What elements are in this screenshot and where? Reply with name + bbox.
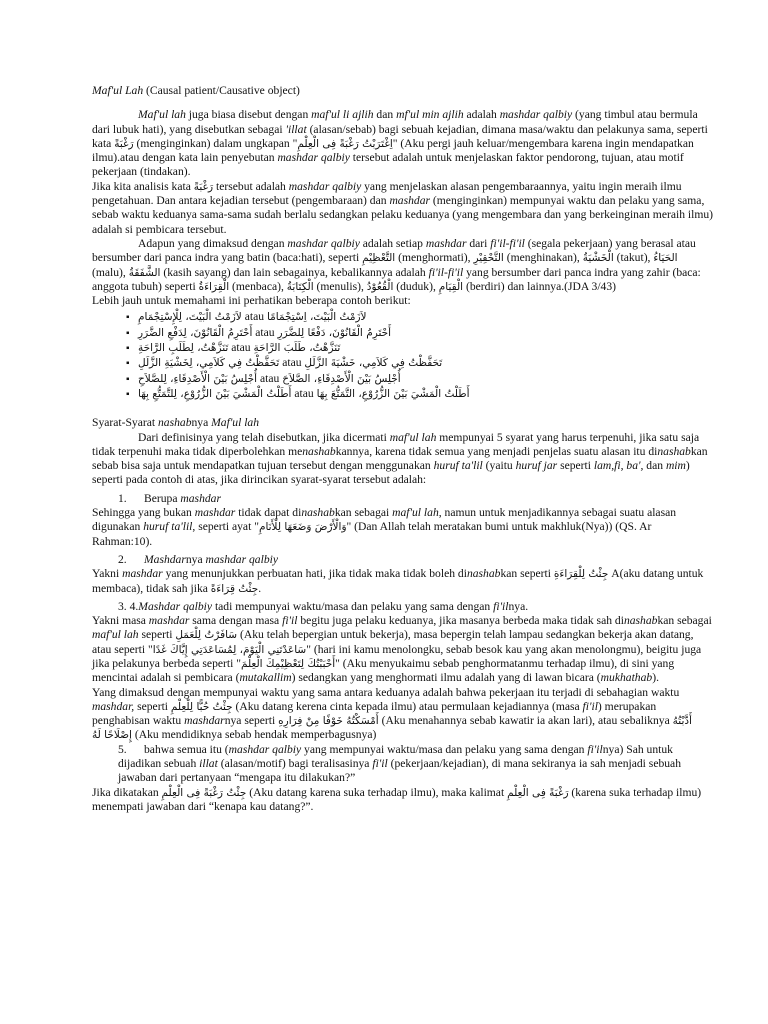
text-run: nya bbox=[185, 552, 206, 566]
examples-intro: Lebih jauh untuk memahami ini perhatikan beberapa contoh berikut: bbox=[92, 294, 411, 308]
text-run: huruf jar bbox=[515, 459, 558, 473]
text-run: mashdar qalbiy bbox=[228, 742, 302, 756]
text-run: maf'ul lah bbox=[389, 430, 437, 444]
text-run: , seperti ayat " bbox=[192, 520, 259, 534]
text-run: fi'il bbox=[587, 742, 603, 756]
text-run: " (Aku pergi jauh keluar/mengembara karena ingin mendapatkan ilmu).atau dengan kata lain penyebutan bbox=[92, 136, 694, 165]
text-run: جِئْتُ حُبًّا لِلْعِلْمِ bbox=[170, 700, 233, 713]
text-run: atau bbox=[291, 386, 317, 400]
condition-2-heading bbox=[92, 553, 714, 567]
text-run: maf'ul li ajlih bbox=[311, 108, 374, 122]
text-run: " (hari ini kamu menolongku, sebab besok kau yang akan menolongmu), beigitu juga jika pelakunya berbeda seperti " bbox=[92, 642, 702, 670]
text-run: (malu), bbox=[92, 265, 129, 279]
text-run: (berdiri) dan lainnya.(JDA 3/43) bbox=[463, 279, 616, 293]
text-run: mim bbox=[665, 459, 686, 473]
text-run: (menghormati), bbox=[395, 251, 474, 265]
paragraph-conditions bbox=[92, 431, 714, 488]
text-run: illat bbox=[199, 757, 218, 771]
text-run: (duduk), bbox=[393, 279, 439, 293]
text-run: أَحْتَرِمُ الْقَانُوْنَ، دَفْعًا لِلضَّرَرِ bbox=[277, 326, 392, 339]
text-run: الحَيَاءُ bbox=[653, 252, 678, 265]
text-run: tadi mempunyai waktu/masa dan pelaku yang sama dengan bbox=[212, 599, 494, 613]
text-run: جِئْتُ قِرَاءَةً bbox=[210, 582, 259, 595]
text-run: (menulis), bbox=[313, 279, 367, 293]
example-item bbox=[126, 310, 714, 325]
text-run: huruf ta'lil bbox=[143, 520, 193, 534]
text-run: (segala pekerjaan) yang berasal atau bersumber dari panca indra yang batin (baca:hati), seperti bbox=[92, 236, 696, 265]
text-run: (menghinakan), bbox=[503, 251, 583, 265]
text-run: (alasan/motif) bagi teralisasinya bbox=[217, 757, 373, 771]
bullet-icon: ▪ bbox=[126, 343, 130, 355]
text-run: Maf'ul Lah bbox=[92, 84, 144, 97]
text-run: mashdar qalbiy bbox=[277, 151, 350, 165]
text-run: mashdar qalbiy bbox=[205, 552, 278, 566]
text-run: . bbox=[258, 581, 262, 595]
text-run: لاَزَمْتُ الْبَيْتَ، اِسْتِجْمَامًا bbox=[266, 311, 367, 324]
text-run: mashdar qalbiy bbox=[288, 179, 362, 193]
paragraph-same-time bbox=[92, 686, 714, 743]
text-run: أَطَلْتُ الْمَشْيَ بَيْنَ الزُّرُوْعِ، لِلتَّمَتُّعِ بِهَا bbox=[138, 387, 292, 400]
text-run: fi'il-fi'il bbox=[490, 236, 525, 250]
text-run: لاَزَمْتُ الْبَيْتَ، لِلْإِسْتِجْمَامِ bbox=[138, 311, 242, 324]
text-run: sama dengan masa bbox=[189, 614, 283, 628]
text-run: Maf'ul lah bbox=[211, 416, 260, 430]
text-run: (takut), bbox=[613, 251, 654, 265]
text-run: tidak dapat di bbox=[235, 506, 302, 520]
bullet-icon: ▪ bbox=[126, 373, 130, 385]
text-run: lam,fi, ba', bbox=[593, 459, 644, 473]
text-run: yang mempunyai waktu/masa dan pelaku yang sama dengan bbox=[301, 742, 588, 756]
text-run: Yang dimaksud dengan mempunyai waktu yang sama antara keduanya adalah bahwa pekerjaan itu terjadi di sebahagian waktu bbox=[92, 685, 680, 699]
text-run: (Aku mendidiknya sebab hendak memperbagusnya) bbox=[131, 728, 377, 742]
text-run: bahwa semua itu ( bbox=[144, 742, 229, 756]
text-run: الْقُعُوْدُ bbox=[366, 280, 394, 293]
text-run: kan sebagai bbox=[334, 506, 393, 520]
example-item bbox=[126, 341, 714, 356]
text-run: seperti bbox=[557, 459, 594, 473]
paragraph-definition bbox=[92, 108, 714, 179]
text-run: تَحَفَّظْتُ فِي كَلاَمِي، خَشْيَةَ الزَّلَلِ bbox=[304, 357, 443, 370]
text-run: mashdar bbox=[148, 614, 190, 628]
text-run: (menbaca), bbox=[229, 279, 287, 293]
text-run: رَغْبَةً bbox=[193, 180, 214, 193]
text-run: أَمْسَكْتُهُ خَوْفًا مِنْ فِرَارِهِ bbox=[278, 715, 379, 728]
text-run: mashdar bbox=[425, 236, 467, 250]
condition-2-text bbox=[92, 567, 714, 596]
text-run: nya seperti bbox=[224, 714, 279, 728]
text-run: yang bersumber dari panca indra yang zahir (baca: anggota tubuh) seperti bbox=[92, 265, 701, 293]
text-run: التَّعْظِيْمِ bbox=[362, 252, 396, 265]
text-run: Maf'ul lah bbox=[138, 108, 186, 122]
text-run: أَطَلْتُ الْمَشْيَ بَيْنَ الزُّرُوْعِ، التَّمَتُّعَ بِهَا bbox=[316, 387, 470, 400]
text-run: Jika dikatakan bbox=[92, 785, 162, 799]
text-run: (Aku datang karena suka terhadap ilmu), maka kalimat bbox=[246, 785, 508, 799]
text-run: Mashdar bbox=[144, 552, 186, 566]
paragraph-mashdar-qalbiy bbox=[92, 237, 714, 294]
bullet-icon: ▪ bbox=[126, 312, 130, 324]
text-run: A(aku datang untuk membaca), tidak sah jika bbox=[92, 567, 704, 595]
text-run: juga biasa disebut dengan bbox=[185, 108, 312, 122]
text-run: Mashdar qalbiy bbox=[138, 599, 213, 613]
text-run: mashdar bbox=[122, 567, 163, 581]
text-run: fi'il bbox=[282, 614, 298, 628]
text-run: Sah untuk dijadikan sebuah bbox=[118, 742, 673, 771]
text-run: اِغْتَرَبْتُ رَغْبَةً فِى الْعِلْمِ bbox=[297, 137, 393, 150]
text-run: yang menunjukkan perbuatan hati, jika tidak maka tidak boleh di bbox=[162, 567, 467, 581]
example-arabic-text bbox=[138, 372, 401, 386]
example-arabic-text bbox=[138, 326, 391, 340]
text-run: تَنَزَّهْتُ، لِطَلَبِ الرَّاحَةِ bbox=[138, 342, 229, 355]
paragraph-analysis bbox=[92, 180, 714, 237]
text-run: atau bbox=[228, 341, 254, 355]
text-run: Yakni bbox=[92, 567, 123, 581]
text-run: " (Aku menyukaimu sebab penghormatanmu terhadap ilmu), di sini yang mencintai adalah si pembicara ( bbox=[92, 656, 675, 685]
text-run: ) merupakan penghabisan waktu bbox=[92, 699, 657, 728]
text-run: (Aku telah bepergian untuk bekerja), masa bepergin telah lampau sedangkan bekerja akan datang, atau seperti " bbox=[92, 628, 694, 656]
text-run: Sehingga yang bukan bbox=[92, 506, 195, 520]
text-run: mempunyai 5 syarat yang harus terpenuhi, jika satu saja tidak terpenuhi maka tidak diperbolehkan me bbox=[92, 430, 700, 458]
text-run: (Causal patient/Causative object) bbox=[143, 84, 300, 97]
text-run: ) seperti pada contoh di atas, jika dirincikan syarat-syarat tersebut adalah: bbox=[92, 459, 690, 487]
paragraph-conclusion bbox=[92, 786, 714, 815]
text-run: maf'ul lah bbox=[92, 628, 139, 642]
text-run: (alasan/sebab) bagi sebuah kejadian, dimana masa/waktu dan pelakunya sama, seperti kata bbox=[92, 122, 708, 150]
examples-list bbox=[126, 310, 714, 402]
text-run: atau bbox=[257, 371, 283, 385]
text-run: وَالْأَرْضَ وَضَعَهَا لِلْأَنَامِ bbox=[258, 521, 347, 534]
text-run: kannya, karena tidak semua yang menjadi penjelas suatu alasan itu di bbox=[335, 444, 658, 458]
text-run: الْخَشْيَةُ bbox=[582, 252, 614, 265]
text-run: nashab bbox=[158, 416, 192, 430]
text-run: kan sebagai bbox=[657, 614, 712, 628]
text-run: atau bbox=[241, 310, 267, 324]
example-arabic-text bbox=[138, 341, 340, 355]
example-item bbox=[126, 356, 714, 371]
text-run: adalah setiap bbox=[359, 236, 426, 250]
text-run: (pekerjaan/kejadian), di mana sekiranya ia sah menjadi sebuah jawaban dari pertanyaan “mengapa itu dilakukan?” bbox=[118, 757, 681, 785]
text-run: أَحْتَرِمُ الْقَانُوْنَ، لِدَفْعِ الضَّرَرِ bbox=[138, 326, 253, 339]
text-run: رَغْبَةً bbox=[114, 137, 134, 150]
text-run: (karena suka terhadap ilmu) menempati jawaban dari “kenapa kau datang?”. bbox=[92, 785, 702, 813]
text-run: 3. 4. bbox=[118, 599, 139, 613]
text-run: kan seperti bbox=[500, 567, 554, 581]
example-item bbox=[126, 387, 714, 402]
text-run: nya) bbox=[602, 742, 624, 756]
text-run: dan bbox=[373, 108, 397, 122]
text-run: fi'il bbox=[493, 599, 509, 613]
text-run: (menginginkan) dalam ungkapan " bbox=[133, 136, 298, 150]
text-run: ) sedangkan yang menghormati ilmu adalah yang di lawan bicara ( bbox=[291, 671, 601, 685]
example-arabic-text bbox=[138, 356, 442, 370]
text-run: nashab bbox=[302, 444, 336, 458]
text-run: الشَّفَقَةُ bbox=[128, 266, 161, 279]
text-run: (kasih sayang) dan lain sebagainya, kebalikannya adalah bbox=[160, 265, 429, 279]
text-run: fi'il-fi'il bbox=[428, 265, 464, 279]
text-run: fi'il bbox=[372, 757, 388, 771]
text-run: Yakni masa bbox=[92, 614, 149, 628]
text-run: (Aku datang kerena cinta kepada ilmu) atau permulaan kejadiannya (masa bbox=[232, 699, 583, 713]
text-run: Syarat-Syarat bbox=[92, 416, 158, 430]
text-run: سَافَرْتُ لِلْعَمَلِ bbox=[175, 629, 238, 642]
text-run: mashdar bbox=[180, 491, 221, 505]
text-run: (yaitu bbox=[482, 459, 516, 473]
text-run: nashab bbox=[623, 614, 658, 628]
text-run: mukhathab bbox=[600, 671, 653, 685]
text-run: سَاعَدْتَنِي الْيَوْمَ، لِمُسَاعَدَتِي إِيَّاكَ غَدًا bbox=[152, 643, 307, 656]
text-run: mutakallim bbox=[239, 671, 292, 685]
text-run: dari bbox=[466, 236, 491, 250]
text-run: (menginginkan) mempunyai waktu dan pelaku yang sama, sebab waktu keduanya sama-sama sudah berlalu sedangkan pelaku keduanya (yang mengembara dan yang berkeinginan meraih ilmu) adalah si pembicara tersebut. bbox=[92, 194, 714, 236]
text-run: huruf ta'lil bbox=[433, 459, 483, 473]
text-run: " (Dan Allah telah meratakan bumi untuk makhluk(Nya)) (QS. Ar Rahman:10). bbox=[92, 520, 652, 548]
text-run: أُجْلِسُ بَيْنَ الْأَصْدِقَاءِ، الصَّلاَحَ bbox=[282, 372, 401, 385]
bullet-icon: ▪ bbox=[126, 388, 130, 400]
text-run: 1. bbox=[118, 491, 127, 505]
text-run: mf'ul min ajlih bbox=[396, 108, 464, 122]
text-run: , namun untuk menjadikannya sebagai suatu alasan digunakan bbox=[92, 506, 677, 534]
text-run: mashdar bbox=[389, 194, 431, 208]
condition-5 bbox=[92, 743, 714, 786]
text-run: seperti bbox=[134, 699, 171, 713]
text-run: Jika kita analisis kata bbox=[92, 179, 194, 193]
text-run: mashdar qalbiy bbox=[499, 108, 573, 122]
text-run: جِئْتُ رَغْبَةً فِى الْعِلْمِ bbox=[161, 786, 247, 799]
example-arabic-text bbox=[138, 310, 367, 324]
bullet-icon: ▪ bbox=[126, 327, 130, 339]
text-run: تَنَزَّهْتُ، طَلَبَ الرَّاحَةِ bbox=[253, 342, 341, 355]
text-run: seperti bbox=[138, 628, 176, 642]
text-run: أَدَّبْتُهُ إِصْلَاحًا لَهُ bbox=[92, 715, 692, 742]
text-run: الْقِيَامِ bbox=[438, 280, 464, 293]
text-run: tersebut adalah untuk menjelaskan faktor pendorong, tujuan, atau motif pekerjaan (tindakan). bbox=[92, 151, 684, 179]
condition-3-4-text bbox=[92, 614, 714, 685]
text-run: Adapun yang dimaksud dengan bbox=[138, 236, 288, 250]
text-run: جِئْتُ لِلْقِرَاءَةِ bbox=[553, 568, 609, 581]
example-item bbox=[126, 372, 714, 387]
page-title bbox=[92, 84, 714, 98]
example-item bbox=[126, 326, 714, 341]
text-run: mashdar, bbox=[92, 699, 135, 713]
text-run: 'illat bbox=[285, 122, 307, 136]
text-run: أُجْلِسُ بَيْنَ الْأَصْدِقَاءِ، لِلصَّلاَحِ bbox=[138, 372, 258, 385]
text-run: nashab bbox=[466, 567, 501, 581]
text-run: maf'ul lah bbox=[392, 506, 439, 520]
text-run: nashab bbox=[657, 444, 691, 458]
condition-3-4-heading bbox=[92, 600, 714, 614]
text-run: kan sebab bisa saja untuk mendapatkan tujuan tersebut dengan menggunakan bbox=[92, 444, 708, 473]
text-run: yang menjelaskan alasan pengembaraannya, yaitu ingin meraih ilmu pengetahuan. Dan antara kejadian tersebut (pengembaraan) dan bbox=[92, 179, 682, 208]
condition-1-heading bbox=[92, 492, 714, 506]
text-run: أَحْبَبْتُكَ لِتَعْظِيْمِكَ الْعِلْمَ bbox=[240, 657, 336, 670]
text-run: fi'il bbox=[582, 699, 598, 713]
text-run: (Aku menahannya sebab kawatir ia akan lari), atau sebaliknya bbox=[378, 714, 673, 728]
text-run: (yang timbul atau bermula dari lubuk hati), yang disebutkan sebagai bbox=[92, 108, 698, 136]
text-run: Dari definisinya yang telah disebutkan, jika dicermati bbox=[138, 430, 390, 444]
text-run: التَّحْقِيْرِ bbox=[473, 252, 504, 265]
text-run: 2. bbox=[118, 552, 127, 566]
text-run: atau bbox=[279, 356, 305, 370]
text-run: ). bbox=[652, 671, 659, 685]
text-run: adalah bbox=[463, 108, 500, 122]
example-arabic-text bbox=[138, 387, 470, 401]
bullet-icon: ▪ bbox=[126, 358, 130, 370]
text-run: تَحَفَّظْتُ فِي كَلاَمِي، لِخَشْيَةِ الزَّلَلِ bbox=[138, 357, 280, 370]
text-run: mashdar qalbiy bbox=[287, 236, 360, 250]
text-run: begitu juga pelaku keduanya, jika masanya berbeda maka tidak sah di bbox=[297, 614, 624, 628]
text-run: 5. bbox=[118, 742, 127, 756]
text-run: Berupa bbox=[144, 491, 181, 505]
text-run: atau bbox=[252, 325, 278, 339]
text-run: nya bbox=[191, 416, 212, 430]
text-run: الْقِرَاءَةُ bbox=[198, 280, 230, 293]
text-run: nya. bbox=[508, 599, 529, 613]
text-run: mashdar bbox=[194, 506, 236, 520]
condition-1-text bbox=[92, 506, 714, 549]
section-heading bbox=[92, 416, 714, 430]
text-run: dan bbox=[643, 459, 666, 473]
text-run: رَغْبَةً فِى الْعِلْمِ bbox=[507, 786, 569, 799]
text-run: tersebut adalah bbox=[213, 179, 289, 193]
text-run: nashab bbox=[301, 506, 335, 520]
text-run: mashdar bbox=[184, 714, 225, 728]
text-run: الْكِتَابَةُ bbox=[286, 280, 314, 293]
